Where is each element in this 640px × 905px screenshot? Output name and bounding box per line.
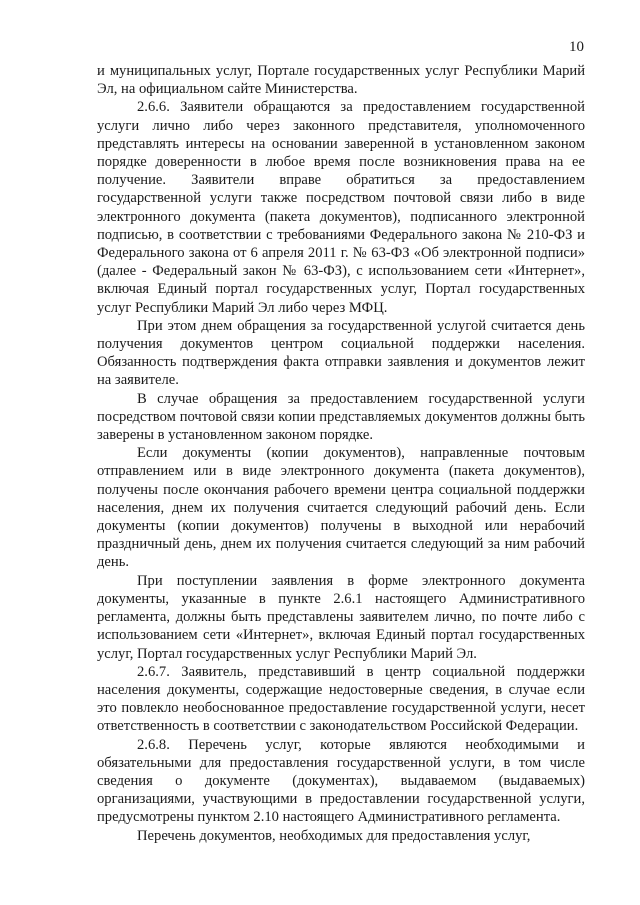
paragraph-application-day: При этом днем обращения за государственной услугой считается день получения документов центром социальной поддержки населения. Обязанность подтверждения факта отправки заявления и документов лежит на заявителе. xyxy=(97,317,585,389)
paragraph-document-list: Перечень документов, необходимых для предоставления услуг, xyxy=(137,827,531,844)
paragraph-electronic-form: При поступлении заявления в форме электронного документа документы, указанные в пункте 2.6.1 настоящего Административного регламента, должны быть представлены заявителем лично, по почте либо с использованием сети «Интернет», включая Единый портал государственных услуг, Портал государственных услуг Республики Марий Эл. xyxy=(97,572,585,662)
paragraph-2-6-8: 2.6.8. Перечень услуг, которые являются необходимыми и обязательными для предоставления государственной услуги, в том числе сведения о документе (документах), выдаваемом (выдаваемых) организациями, участвующими в предоставлении государственной услуги, предусмотрены пунктом 2.10 настоящего Административного регламента. xyxy=(97,736,585,826)
paragraph-2-6-6: 2.6.6. Заявители обращаются за предоставлением государственной услуги лично либо через законного представителя, уполномоченного представлять интересы на основании заверенной в установленном законом порядке доверенности в любое время после возникновения права на ее получение. Заявители вправе обратиться за предоставлением государственной услуги также посредством почтовой связи либо в виде электронного документа (пакета документов), подписанного электронной подписью, в соответствии с требованиями Федерального закона № 210-ФЗ и Федерального закона от 6 апреля 2011 г. № 63-ФЗ «Об электронной подписи» (далее - Федеральный закон № 63-ФЗ), с использованием сети «Интернет», включая Единый портал государственных услуг, Портал государственных услуг Республики Марий Эл либо через МФЦ. xyxy=(97,99,585,316)
paragraph-continuation: и муниципальных услуг, Портале государственных услуг Республики Марий Эл, на официальном сайте Министерства. xyxy=(97,63,585,98)
document-body xyxy=(97,62,585,845)
page-number: 10 xyxy=(569,39,584,55)
paragraph-2-6-7: 2.6.7. Заявитель, представивший в центр социальной поддержки населения документы, содержащие недостоверные сведения, в случае если это повлекло необоснованное предоставление государственной услуги, несет ответственность в соответствии с законодательством Российской Федерации. xyxy=(97,663,585,735)
paragraph-after-hours: Если документы (копии документов), направленные почтовым отправлением или в виде электронного документа (пакета документов), получены после окончания рабочего времени центра социальной поддержки населения, днем их получения считается следующий рабочий день. Если документы (копии документов) получены в выходной или нерабочий праздничный день, днем их получения считается следующий за ним рабочий день. xyxy=(97,445,585,571)
paragraph-postal-copies: В случае обращения за предоставлением государственной услуги посредством почтовой связи копии представляемых документов должны быть заверены в установленном законом порядке. xyxy=(97,390,585,444)
